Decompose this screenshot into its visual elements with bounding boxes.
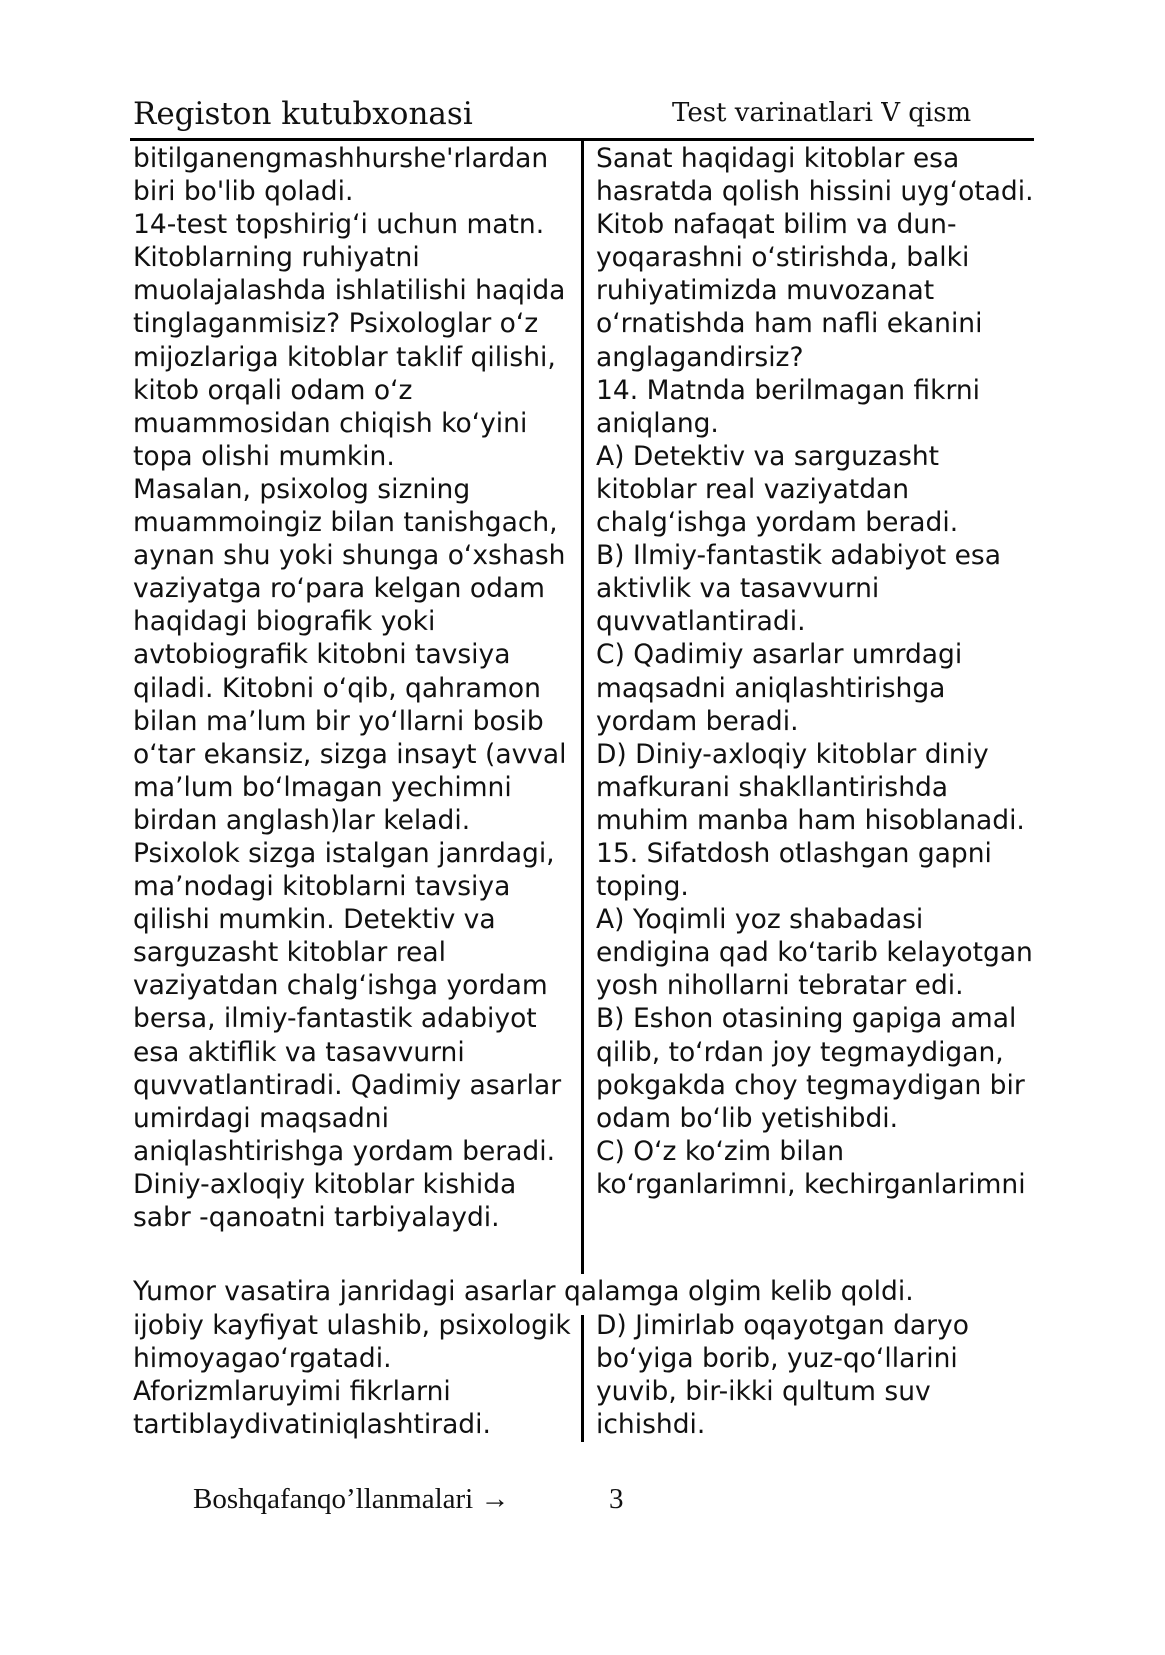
left-text-line: bilan ma’lum bir yo‘llarni bosib — [133, 705, 544, 737]
left-text-line: quvvatlantiradi. Qadimiy asarlar — [133, 1069, 562, 1101]
right-text-line: ko‘rganlarimni, kechirganlarimni — [596, 1168, 1026, 1200]
right-text-line: ruhiyatimizda muvozanat — [596, 275, 935, 307]
right-text-line: B) Ilmiy-fantastik adabiyot esa — [596, 540, 1001, 572]
other-manuals-link[interactable]: Boshqafanqo’llanmalari → — [193, 1483, 510, 1515]
left-text-line: ma’lum bo‘lmagan yechimni — [133, 771, 512, 803]
left-text-line: muammoingiz bilan tanishgach, — [133, 507, 558, 539]
right-tail-text-line: bo‘yiga borib, yuz-qo‘llarini — [596, 1343, 958, 1375]
left-column-tail — [133, 1309, 571, 1441]
left-text-line: Psixolok sizga istalgan janrdagi, — [133, 837, 555, 869]
right-text-line: anglagandirsiz? — [596, 341, 804, 373]
right-tail-text-line: D) Jimirlab oqayotgan daryo — [596, 1310, 969, 1341]
right-text-line: C) O‘z ko‘zim bilan — [596, 1135, 845, 1167]
right-text-line: chalg‘ishga yordam beradi. — [596, 507, 959, 539]
left-text-line: haqidagi biografik yoki — [133, 606, 436, 638]
right-text-line: qilib, to‘rdan joy tegmaydigan, — [596, 1036, 1004, 1068]
right-text-line: muhim manba ham hisoblanadi. — [596, 804, 1025, 836]
left-text-line: Masalan, psixolog sizning — [133, 473, 471, 505]
left-text-line: esa aktiflik va tasavvurni — [133, 1036, 465, 1068]
left-text-line: ma’nodagi kitoblarni tavsiya — [133, 871, 511, 903]
right-text-line: aniqlang. — [596, 407, 719, 439]
left-text-line: tinglaganmisiz? Psixologlar o‘z — [133, 308, 539, 340]
right-text-line: C) Qadimiy asarlar umrdagi — [596, 639, 963, 671]
right-text-line: A) Yoqimli yoz shabadasi — [596, 904, 924, 936]
left-text-line: kitob orqali odam o‘z — [133, 374, 413, 406]
left-text-line: sabr -qanoatni tarbiyalaydi. — [133, 1202, 500, 1233]
left-text-line: topa olishi mumkin. — [133, 440, 395, 472]
right-text-line: 14. Matnda berilmagan fikrni — [596, 374, 981, 406]
left-tail-text-line: ijobiy kayfiyat ulashib, psixologik — [133, 1310, 571, 1341]
left-text-line: aynan shu yoki shunga o‘xshash — [133, 540, 566, 572]
right-text-line: 15. Sifatdosh otlashgan gapni — [596, 837, 992, 869]
left-text-line: vaziyatdan chalg‘ishga yordam — [133, 970, 548, 1002]
left-tail-text-line: tartiblaydivatiniqlashtiradi. — [133, 1409, 491, 1441]
spanning-text-line: Yumor vasatira janridagi asarlar qalamga olgim kelib qoldi. — [133, 1276, 914, 1307]
left-text-line: Diniy-axloqiy kitoblar kishida — [133, 1168, 517, 1200]
left-text-line: biri bo'lib qoladi. — [133, 176, 354, 208]
right-text-line: Sanat haqidagi kitoblar esa — [596, 143, 960, 174]
left-text-line: aniqlashtirishga yordam beradi. — [133, 1135, 556, 1167]
left-text-line: bitilganengmashhurshe'rlardan — [133, 143, 549, 174]
left-text-line: umirdagi maqsadni — [133, 1102, 389, 1134]
right-text-line: mafkurani shakllantirishda — [596, 771, 949, 803]
left-text-line: muammosidan chiqish ko‘yini — [133, 407, 528, 439]
right-text-line: Kitob nafaqat bilim va dun- — [596, 209, 957, 241]
left-column — [133, 142, 567, 1234]
left-text-line: o‘tar ekansiz, sizga insayt (avval — [133, 738, 567, 770]
right-text-line: maqsadni aniqlashtirishga — [596, 672, 946, 704]
right-text-line: o‘rnatishda ham nafli ekanini — [596, 308, 983, 340]
left-text-line: birdan anglash)lar keladi. — [133, 804, 471, 836]
right-text-line: toping. — [596, 871, 689, 903]
right-tail-text-line: yuvib, bir-ikki qultum suv — [596, 1376, 931, 1408]
right-text-line: quvvatlantiradi. — [596, 606, 806, 638]
right-text-line: B) Eshon otasining gapiga amal — [596, 1003, 1017, 1035]
right-text-line: hasratda qolish hissini uyg‘otadi. — [596, 176, 1034, 208]
left-text-line: Kitoblarning ruhiyatni — [133, 242, 420, 274]
left-text-line: sarguzasht kitoblar real — [133, 937, 446, 969]
left-text-line: qiladi. Kitobni o‘qib, qahramon — [133, 672, 541, 704]
left-tail-text-line: himoyagao‘rgatadi. — [133, 1343, 392, 1375]
right-tail-text-line: ichishdi. — [596, 1409, 706, 1441]
right-text-line: yosh nihollarni tebratar edi. — [596, 970, 964, 1002]
right-column — [596, 142, 1034, 1201]
column-divider — [581, 140, 584, 1274]
left-text-line: avtobiografik kitobni tavsiya — [133, 639, 511, 671]
left-text-line: mijozlariga kitoblar taklif qilishi, — [133, 341, 556, 373]
header-library-title: Registon kutubxonasi — [133, 96, 473, 132]
column-divider-lower — [581, 1315, 584, 1442]
left-text-line: vaziyatga ro‘para kelgan odam — [133, 573, 545, 605]
right-text-line: yoqarashni o‘stirishda, balki — [596, 242, 970, 274]
header-section-title: Test varinatlari V qism — [672, 98, 972, 128]
left-text-line: 14-test topshirig‘i uchun matn. — [133, 209, 545, 241]
left-text-line: muolajalashda ishlatilishi haqida — [133, 275, 566, 307]
right-text-line: pokgakda choy tegmaydigan bir — [596, 1069, 1025, 1101]
right-text-line: endigina qad ko‘tarib kelayotgan — [596, 937, 1033, 969]
left-text-line: qilishi mumkin. Detektiv va — [133, 904, 496, 936]
right-text-line: yordam beradi. — [596, 705, 799, 737]
page-number: 3 — [609, 1483, 624, 1515]
left-tail-text-line: Aforizmlaruyimi fikrlarni — [133, 1376, 451, 1408]
right-column-tail — [596, 1309, 969, 1441]
right-text-line: odam bo‘lib yetishibdi. — [596, 1102, 899, 1134]
right-text-line: A) Detektiv va sarguzasht — [596, 440, 940, 472]
right-text-line: aktivlik va tasavvurni — [596, 573, 880, 605]
left-text-line: bersa, ilmiy-fantastik adabiyot — [133, 1003, 537, 1035]
right-text-line: kitoblar real vaziyatdan — [596, 473, 910, 505]
right-text-line: D) Diniy-axloqiy kitoblar diniy — [596, 738, 989, 770]
